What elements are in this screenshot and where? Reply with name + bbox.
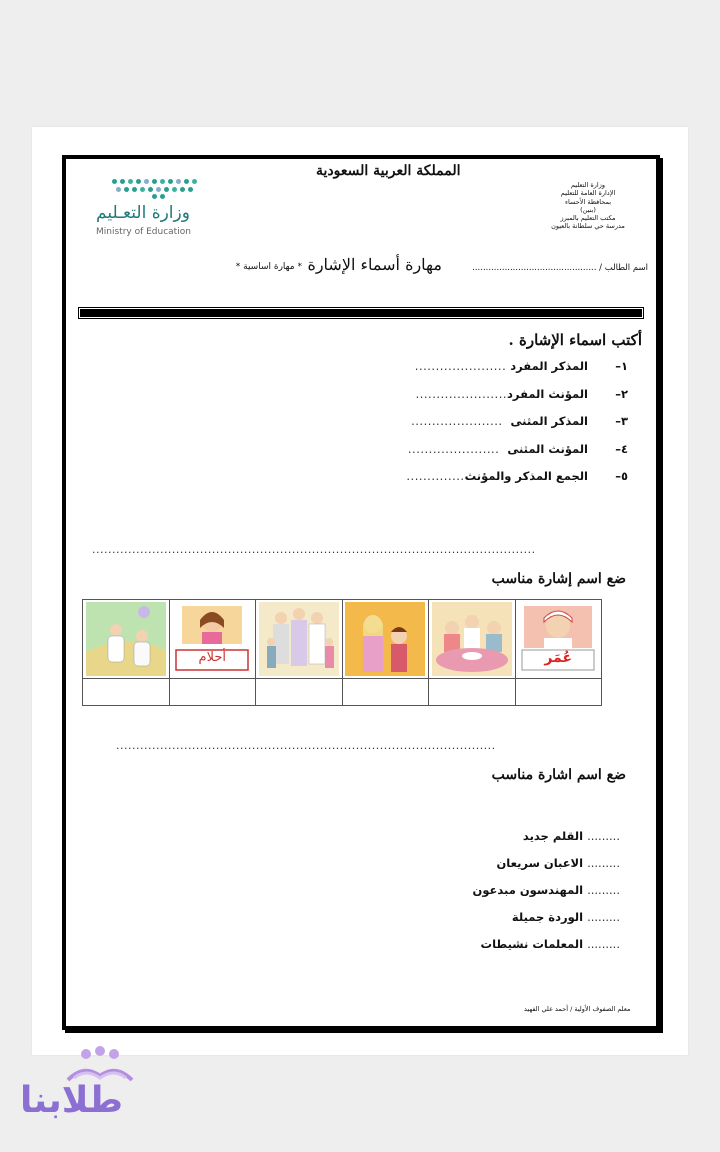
answer-cell[interactable] xyxy=(256,679,343,706)
item-text: القلم جديد xyxy=(522,829,584,843)
list-item xyxy=(360,829,620,856)
section3-list xyxy=(360,829,620,964)
list-item xyxy=(360,910,620,937)
item-number: ٣– xyxy=(615,414,628,428)
list-item xyxy=(360,856,620,883)
item-text: المؤنث المفرد xyxy=(507,386,588,401)
girl-ahlam-image xyxy=(172,602,252,676)
image-cell xyxy=(342,600,429,679)
ministry-logo xyxy=(88,179,208,239)
teacher-footer: معلم الصفوف الأولية / أحمد علي الفهيد xyxy=(524,1005,631,1013)
image-cell xyxy=(169,600,256,679)
image-cell xyxy=(515,600,602,679)
family-dinner-image xyxy=(432,602,512,676)
list-item xyxy=(348,442,628,470)
logo-arabic-text: وزارة التعـليم xyxy=(96,203,190,223)
image-table xyxy=(82,599,602,706)
answer-cell[interactable] xyxy=(83,679,170,706)
image-cell xyxy=(429,600,516,679)
item-text: المهندسون مبدعون xyxy=(472,883,584,897)
item-number: ٥– xyxy=(615,469,628,483)
boy-omar-image xyxy=(518,602,598,676)
answer-blank[interactable]: ...................... xyxy=(407,441,500,456)
item-text: المؤنث المثنى xyxy=(507,441,588,456)
kingdom-heading: المملكة العربية السعودية xyxy=(316,163,461,179)
answer-blank[interactable]: ...................... xyxy=(415,386,508,401)
dotted-separator: ............................................................................................................... xyxy=(92,543,536,556)
office-line: مدرسة حي سلطانة بالعيون xyxy=(551,222,625,231)
answer-blank[interactable]: ...................... xyxy=(411,414,503,428)
student-name-field[interactable]: اسم الطالب / .............................................. xyxy=(472,263,648,273)
worksheet-page xyxy=(32,127,688,1055)
image-cell xyxy=(256,600,343,679)
answer-blank[interactable]: ......... xyxy=(587,829,620,843)
answer-blank[interactable]: ...................... xyxy=(414,359,507,373)
answer-blank[interactable]: .............. xyxy=(406,469,465,483)
family-group-image xyxy=(259,602,339,676)
logo-english-text: Ministry of Education xyxy=(96,227,191,237)
men-playing-image xyxy=(86,602,166,676)
section1-list xyxy=(348,359,628,497)
skill-title: مهارة أسماء الإشارة xyxy=(307,255,442,274)
answer-cell[interactable] xyxy=(429,679,516,706)
image-caption: عُمَر xyxy=(544,650,573,666)
list-item xyxy=(360,883,620,910)
logo-dots-icon xyxy=(112,179,208,201)
list-item xyxy=(348,387,628,415)
header-divider xyxy=(80,309,642,317)
brand-text: طلابنا xyxy=(20,1080,123,1121)
office-line: بمحافظة الأحساء xyxy=(564,197,612,206)
answer-cell[interactable] xyxy=(515,679,602,706)
answer-cell[interactable] xyxy=(342,679,429,706)
item-number: ٤– xyxy=(615,441,628,456)
office-line: وزارة التعليم xyxy=(570,181,606,189)
image-caption: أحلام xyxy=(198,650,226,665)
item-number: ٢– xyxy=(615,386,628,401)
item-text: الوردة جميلة xyxy=(511,910,584,924)
brand-logo xyxy=(20,1046,150,1130)
answer-blank[interactable]: ......... xyxy=(587,937,620,951)
worksheet-frame xyxy=(62,155,660,1030)
answer-blank[interactable]: ......... xyxy=(587,856,620,870)
office-line: مكتب التعليم بالمبرز xyxy=(560,214,616,223)
section2-title: ضع اسم إشارة مناسب xyxy=(491,571,626,587)
item-text: المذكر المفرد xyxy=(510,359,588,373)
office-info xyxy=(538,181,638,231)
section1-title: أكتب اسماء الإشارة . xyxy=(508,331,642,349)
answer-blank[interactable]: ......... xyxy=(587,883,620,897)
list-item xyxy=(348,359,628,387)
image-cell xyxy=(83,600,170,679)
list-item xyxy=(360,937,620,964)
answer-cell[interactable] xyxy=(169,679,256,706)
skill-subtitle: * مهارة اساسية * xyxy=(235,262,302,272)
book-people-icon xyxy=(60,1046,140,1082)
item-text: المذكر المثنى xyxy=(510,414,588,428)
dotted-separator: ............................................................................................... xyxy=(116,739,496,752)
item-number: ١– xyxy=(615,359,628,373)
two-girls-image xyxy=(345,602,425,676)
office-line: (بنين) xyxy=(580,205,596,214)
list-item xyxy=(348,469,628,497)
title-row xyxy=(88,255,648,279)
item-text: الاعبان سريعان xyxy=(496,856,584,870)
list-item xyxy=(348,414,628,442)
answer-blank[interactable]: ......... xyxy=(587,910,620,924)
section3-title: ضع اسم اشارة مناسب xyxy=(491,767,626,783)
office-line: الإدارة العامة للتعليم xyxy=(560,189,616,198)
item-text: الجمع المذكر والمؤنث xyxy=(464,469,588,483)
item-text: المعلمات نشيطات xyxy=(480,937,584,951)
